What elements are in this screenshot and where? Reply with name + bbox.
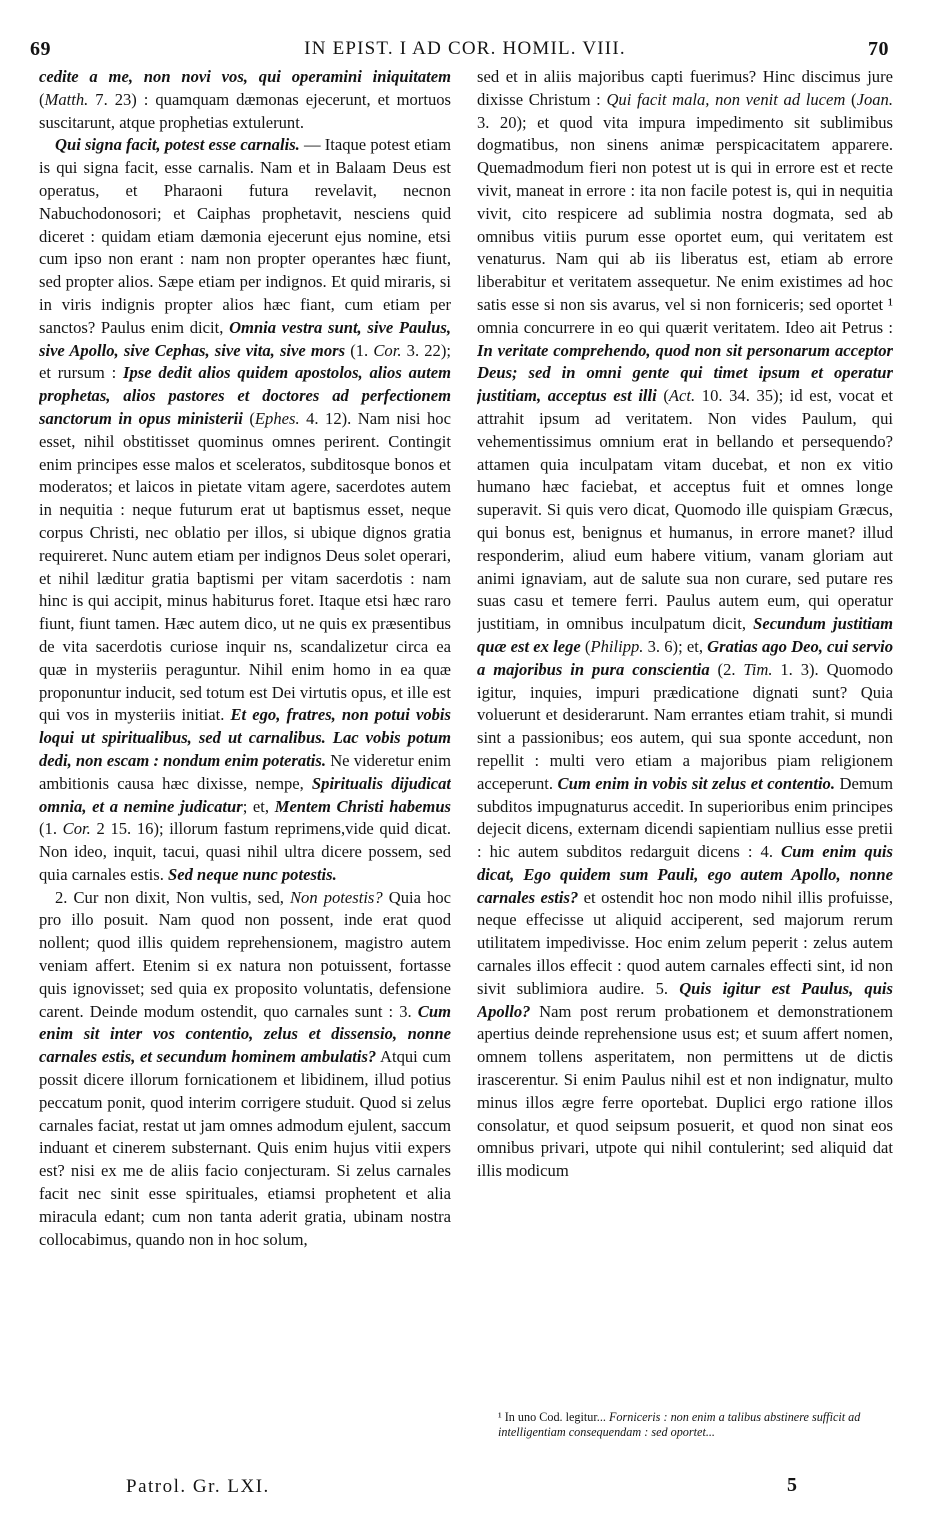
text-run: (2. [709,659,744,679]
text-run: Atqui cum possit dicere illorum fornicationem et libidinem, illud potius peccatum ponit, quod interim corrigere studuit. Quod si zelus carnales faciat, restat ut jam omnes admodum ejulent, saccum induant et cinerem substernant. Quis enim hujus vitii expers est? nisi ex me de aliis facio conjecturam. Si zelus carnales facit nec sinit esse spirituales, etiamsi prophetent et alia miracula edant; cum non tanta aderit gratia, ubinam nostra collocabimus, quando non in hoc solum, [39,1047,451,1249]
sheet-number: 5 [787,1474,797,1496]
text-run: Joan. [856,89,893,109]
text-run: Cor. [62,819,91,839]
text-run: 1. 3). Quomodo igitur, inquies, impuri prædicatione dignati sunt? Quia voluerunt et desiderarunt. Nam errantes etiam trahit, si mundi sint a passionibus; eos autem, qui sua sponte accedunt, non repellit : multi vero etiam a majoribus piam religionem acceperunt. [477,659,893,793]
text-run: Matth. [44,89,89,109]
text-run: Ne videretur enim ambitionis causa hæc dixisse, nempe, [39,750,451,793]
text-run: 4. 12). Nam nisi hoc esset, nihil obstitisset quominus omnes perirent. Contingit enim principes esse malos et sceleratos, subditosque bonos et moderatos; et laicos in pietate vitam agere, sacerdotes autem in nequitia : neque futurum erat ut baptismus esset, neque corpus Christi, nec oblatio per illos, si ubique dignos gratia requireret. Nunc autem etiam per indignos Deus solet operari, et nihil læditur gratia baptismi per vitam sacerdotis : nam hinc is qui accipit, minus habiturus foret. Itaque etsi hæc raro fiunt, fiunt tamen. Hæc autem dico, ut ne quis ex præsentibus de vita sacerdotis curiose inquir ns, scandalizetur circa ea quæ in mysteriis peraguntur. Nihil enim homo in ea quæ proponuntur inducit, sed totum est Dei virtutis opus, et ille est qui vos in mysteriis initiat. [39,408,451,725]
text-run: Gratias ago Deo, cui servio a majoribus in pura conscientia [477,636,893,679]
text-run: Et ego, fratres, non potui vobis loqui ut spiritualibus, sed ut carnalibus. Lac vobis potum dedi, non escam : nondum enim poteratis. [39,705,451,770]
text-run: Philipp. [590,636,644,656]
text-run: Demum subditos impugnaturus accedit. In superioribus enim principes dejecit dicens, externam dicendi sapientiam nullius esse pretii : hic autem subditos redarguit dicens : 4. [477,773,893,862]
text-run: Ipse dedit alios quidem apostolos, alios autem prophetas, alios pastores et doctores ad perfectionem sanctorum in opus ministerii [39,363,451,428]
text-run: Mentem Christi habemus [274,796,451,816]
text-run: ; et, [242,796,275,816]
text-run: et ostendit hoc non modo nihil illis profuisse, neque effecisse ut aliquid acciperent, sed majorum rerum utilitatem impedivisse. Hoc enim zelum peperit : zelus autem carnales illos effecit : quod autem carnales effecti sint, id non sivit sublimiora audire. 5. [477,887,893,998]
text-run: 2. Cur non dixit, Non vultis, sed, [55,887,290,907]
text-run: ( [242,408,255,428]
text-run: Quia hoc pro illo posuit. Nam quod non possent, inde erat quod nollent; quod illis quidem reprehensionem, magistro autem veniam affert. Etenim si ex natura non potuissent, fortasse quis ignovisset; sed quia ex proposito voluntatis, defensione carent. Deinde modum ostendit, quo carnales sunt : 3. [39,887,451,1021]
page-number-left: 69 [30,38,51,60]
text-run: 3. 6); et, [643,636,708,656]
text-run: Nam post rerum probationem et demonstrationem apertius deinde reprehensione usus est; et suum affert nomen, omnem tollens asperitatem, non permittens ut de dictis irascerentur. Si enim Paulus nihil est et non indignatur, multo minus illos ægre ferre oportebat. Duplici ergo ratione illos consolatur, et quod seipsum posuerit, et quod non sinat eos omnibus privari, utpote qui nihil contulerint; sed aliquid dat illis modicum [477,1001,893,1181]
text-run: Cum enim quis dicat, Ego quidem sum Pauli, ego autem Apollo, nonne carnales estis? [477,842,893,907]
text-run: cedite a me, non novi vos, qui operamini iniquitatem [39,67,451,86]
text-run: Qui facit mala, non venit ad lucem [606,89,846,109]
text-run: ( [39,89,45,109]
running-header [0,38,930,62]
text-run: — Itaque potest etiam is qui signa facit, esse carnalis. Nam et in Balaam Deus est operatus, et Pharaoni futura revelavit, necnon Nabuchodonosori; et Caiphas prophetavit, nesciens quid diceret : quidam etiam dæmonia ejecerunt ejus nomine, etsi cum ipso non erant : nam non propter operantes hæc fiunt, sed propter alios. Sæpe etiam per indignos. Et quid miraris, si in viris indignis propter alios hæc fiant, cum etiam per sanctos? Paulus enim dicit, [39,135,451,337]
text-run: sed et in aliis majoribus capti fuerimus? Hinc discimus jure dixisse Christum : [477,67,893,109]
text-run: Act. [668,386,696,406]
page-number-right: 70 [868,38,889,60]
text-run: ( [845,89,857,109]
text-run: Forniceris : non enim a talibus abstinere sufficit ad intelligentiam consequendam : sed oportet... [498,1410,861,1439]
text-run: Tim. [743,659,773,679]
text-run: Secundum justitiam quæ est ex lege [477,614,893,656]
paragraph [477,66,893,1183]
text-run: Omnia vestra sunt, sive Paulus, sive Apollo, sive Cephas, sive vita, sive mors [39,317,451,360]
text-run: 3. 22); et rursum : [39,340,451,383]
text-run: 2 15. 16); illorum fastum reprimens,vide quid dicat. Non ideo, inquit, tacui, quasi nihil ultra dicere possem, sed quia carnales estis. [39,819,451,884]
text-run: (1. [345,340,374,360]
paragraph [39,134,451,886]
text-run: ( [580,636,591,656]
text-run: Quis igitur est Paulus, quis Apollo? [477,978,893,1021]
text-run: 7. 23) : quamquam dæmonas ejecerunt, et mortuos suscitarunt, atque prophetias extulerunt. [39,89,451,132]
text-run: Sed neque nunc potestis. [168,864,337,884]
text-run: (1. [39,819,63,839]
paragraph [39,66,451,134]
text-run: 3. 20); et quod vita impura impedimento sit sublimibus dogmatibus, non sinens animæ perspicacitatem apparere. Quemadmodum fieri non potest ut is qui in errore est et recte vivit, maneat in errore : ita non facile potest is, qui in nequitia vivit, cito respicere ad sublimia nostra dogmata, sed ab omnibus vitiis purum esse oportet eum, qui veritatem est venaturus. Nam qui ab iis liberatus est, etiam ab errore liberabitur et veritatem assequetur. Ne enim existimes ad hoc satis esse si non sis avarus, vel si non forniceris; sed oportet ¹ omnia concurrere in eo qui quærit veritatem. Ideo ait Petrus : [477,112,893,337]
text-run: Cor. [373,340,402,360]
right-column [477,66,893,1456]
text-run: Ephes. [254,408,300,428]
text-run: 10. 34. 35); id est, vocat et attrahit ipsum ad veritatem. Non vides Paulum, qui vehementissimus omnium erat in bellando et persequendo? attamen quia inculpatam vitam ducebat, et non ex vitio humano hæc faciebat, et acceptus fuit et omnes longe superavit. Si quis vero dicat, Quomodo ille quispiam Græcus, qui bonus est, benignus et humanus, in errore manet? illud responderim, aliud eum habere vitium, vanam gloriam aut animi ignaviam, aut de salute sua non curare, sed putare res suas casu et temere ferri. Paulus autem eum, qui operatur justitiam, in omnibus inculpatum dicit, [477,386,893,634]
running-title: IN EPIST. I AD COR. HOMIL. VIII. [304,38,626,59]
text-run: ( [656,386,669,406]
text-run: Qui signa facit, potest esse carnalis. [55,135,300,155]
text-run: Spiritualis dijudicat omnia, et a nemine judicatur [39,773,451,816]
text-run: Non potestis? [289,887,383,907]
text-run: ¹ In uno Cod. legitur... [498,1410,609,1424]
text-run: In veritate comprehendo, quod non sit personarum acceptor Deus; sed in omni gente qui timet ipsum et operatur justitiam, acceptus est illi [477,340,893,406]
text-run: Cum enim in vobis sit zelus et contentio. [557,773,835,793]
paragraph [39,887,451,1252]
footnote [498,1410,898,1440]
left-column [39,66,451,1456]
text-run: Cum enim sit inter vos contentio, zelus et dissensio, nonne carnales estis, et secundum hominem ambulatis? [39,1001,451,1067]
printer-signature: Patrol. Gr. LXI. [126,1476,270,1497]
